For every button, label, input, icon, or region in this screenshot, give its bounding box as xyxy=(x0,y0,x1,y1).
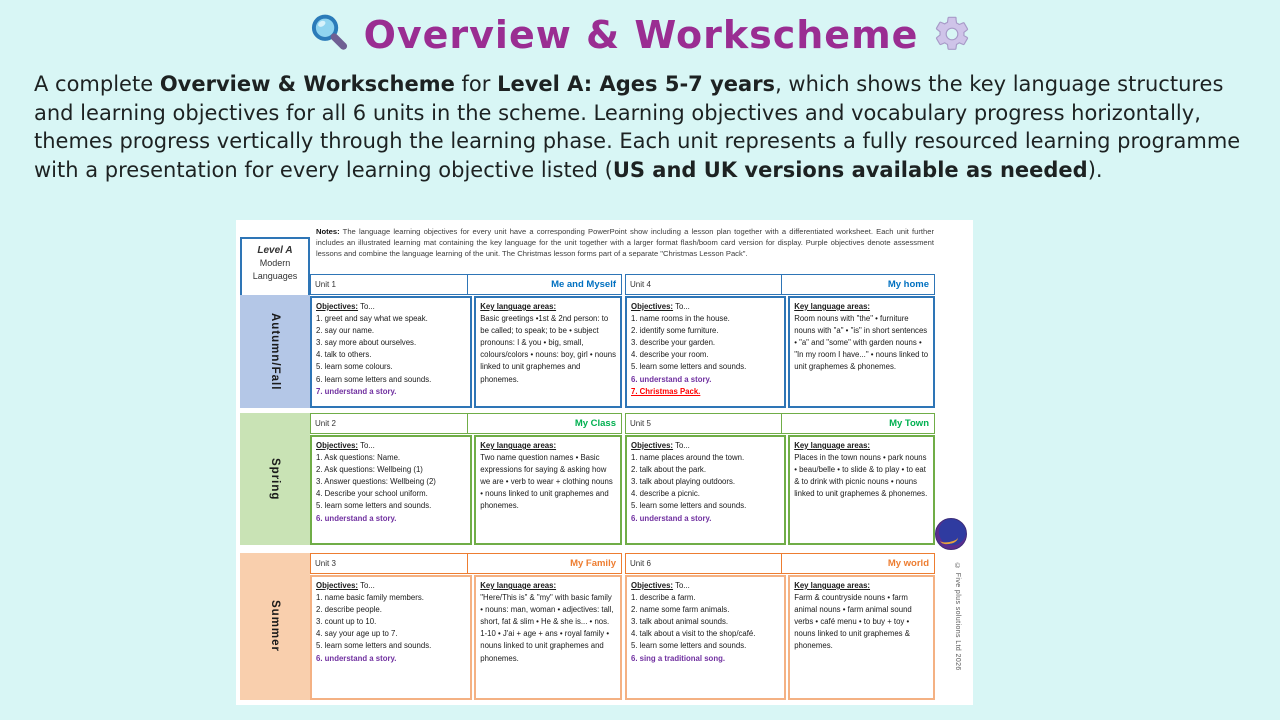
objectives-suffix: To... xyxy=(358,441,375,450)
intro-segment: A complete xyxy=(34,72,160,96)
objective-line: 3. talk about animal sounds. xyxy=(631,617,729,627)
season-band-summer xyxy=(240,553,310,700)
key-language-cell xyxy=(788,575,935,700)
objective-line: 2. identify some furniture. xyxy=(631,326,719,336)
key-language-label: Key language areas: xyxy=(480,581,557,590)
unit-1-block xyxy=(310,274,622,408)
objectives-suffix: To... xyxy=(358,581,375,590)
unit-theme: My Town xyxy=(889,418,929,429)
notes-paragraph xyxy=(316,226,934,259)
workscheme-table xyxy=(236,220,973,705)
objective-line: 3. describe your garden. xyxy=(631,338,716,348)
key-language-text: "Here/This is" & "my" with basic family • nouns: man, woman • adjectives: tall, short, fat & slim • He & she is... • nos. 1-10 • J'ai + age + ans • royal family • nouns linked to unit graphemes and phonemes. xyxy=(480,593,614,663)
objective-line: 6. understand a story. xyxy=(316,653,397,663)
key-language-cell xyxy=(788,296,935,408)
unit-theme: My home xyxy=(887,279,929,290)
season-label: Autumn/Fall xyxy=(269,312,281,391)
objective-line: 4. Describe your school uniform. xyxy=(316,489,428,499)
unit-4-header xyxy=(625,274,935,295)
key-language-label: Key language areas: xyxy=(794,441,871,450)
objective-line: 5. learn some letters and sounds. xyxy=(631,362,747,372)
unit-theme-box xyxy=(467,554,621,573)
objectives-suffix: To... xyxy=(673,441,690,450)
objective-line: 2. name some farm animals. xyxy=(631,605,730,615)
intro-segment: ). xyxy=(1087,157,1103,182)
page-title xyxy=(0,12,1280,63)
objective-line: 5. learn some letters and sounds. xyxy=(316,501,432,511)
objective-line: 2. say our name. xyxy=(316,326,375,336)
objectives-list xyxy=(631,313,780,398)
objective-line: 1. describe a farm. xyxy=(631,593,696,603)
objective-line: 1. Ask questions: Name. xyxy=(316,453,401,463)
objective-line: 4. describe a picnic. xyxy=(631,489,700,499)
unit-5-header xyxy=(625,413,935,434)
notes-label: Notes: xyxy=(316,227,340,236)
unit-theme-box xyxy=(467,275,621,294)
key-language-label: Key language areas: xyxy=(794,302,871,311)
unit-6-header xyxy=(625,553,935,574)
objective-line: 6. understand a story. xyxy=(316,513,397,523)
objective-line: 5. learn some letters and sounds. xyxy=(631,501,747,511)
objective-line: 6. sing a traditional song. xyxy=(631,653,726,663)
season-band-spring xyxy=(240,413,310,545)
key-language-label: Key language areas: xyxy=(794,581,871,590)
objectives-label: Objectives: xyxy=(631,302,674,311)
objective-line: 2. talk about the park. xyxy=(631,465,706,475)
key-language-text: Places in the town nouns • park nouns • beau/belle • to slide & to play • to eat & to drink with picnic nouns • nouns linked to unit graphemes & phonemes. xyxy=(794,453,928,499)
objectives-list xyxy=(316,313,466,398)
unit-theme-box xyxy=(781,414,934,433)
objectives-cell xyxy=(310,435,472,545)
level-subject-line1: Modern xyxy=(259,258,291,268)
objective-line: 2. Ask questions: Wellbeing (1) xyxy=(316,465,423,475)
five-plus-solutions-logo xyxy=(935,518,967,550)
intro-segment: for xyxy=(454,72,498,96)
objective-line: 1. name rooms in the house. xyxy=(631,314,730,324)
objectives-suffix: To... xyxy=(358,302,375,311)
magnifier-icon xyxy=(308,12,350,63)
level-name: Level A xyxy=(257,245,293,256)
objective-line: 3. count up to 10. xyxy=(316,617,377,627)
objective-line: 1. greet and say what we speak. xyxy=(316,314,428,324)
key-language-label: Key language areas: xyxy=(480,302,557,311)
unit-theme-box xyxy=(781,554,934,573)
objective-line: 3. talk about playing outdoors. xyxy=(631,477,736,487)
objectives-list xyxy=(631,592,780,665)
objective-line: 7. Christmas Pack. xyxy=(631,386,701,396)
objective-line: 4. talk to others. xyxy=(316,350,372,360)
key-language-cell xyxy=(474,296,622,408)
objective-line: 6. understand a story. xyxy=(631,374,712,384)
key-language-text: Farm & countryside nouns • farm animal nouns • farm animal sound verbs • café menu • to buy + toy • nouns linked to unit graphemes & phonemes. xyxy=(794,593,912,651)
unit-theme: Me and Myself xyxy=(551,279,616,290)
objectives-label: Objectives: xyxy=(316,441,359,450)
season-row-autumn xyxy=(240,274,935,408)
objective-line: 3. say more about ourselves. xyxy=(316,338,417,348)
objectives-cell xyxy=(310,296,472,408)
unit-3-block xyxy=(310,553,622,700)
objective-line: 1. name basic family members. xyxy=(316,593,424,603)
unit-2-header xyxy=(310,413,622,434)
intro-segment-bold: Level A: Ages 5-7 years xyxy=(497,72,776,96)
objective-line: 6. learn some letters and sounds. xyxy=(316,374,432,384)
objective-line: 1. name places around the town. xyxy=(631,453,745,463)
unit-theme: My Family xyxy=(570,558,616,569)
key-language-cell xyxy=(474,435,622,545)
objectives-cell xyxy=(625,575,786,700)
objective-line: 6. understand a story. xyxy=(631,513,712,523)
objective-line: 2. describe people. xyxy=(316,605,382,615)
unit-1-header xyxy=(310,274,622,295)
key-language-text: Room nouns with "the" • furniture nouns with "a" • "is" in short sentences • "a" and "some" with garden nouns • "In my room I have..." • nouns linked to unit graphemes & phonemes. xyxy=(794,314,929,372)
unit-4-block xyxy=(625,274,935,408)
unit-number: Unit 3 xyxy=(315,559,336,568)
key-language-cell xyxy=(788,435,935,545)
objectives-list xyxy=(631,452,780,525)
objective-line: 4. describe your room. xyxy=(631,350,709,360)
unit-number: Unit 4 xyxy=(630,280,651,289)
unit-number: Unit 6 xyxy=(630,559,651,568)
objectives-suffix: To... xyxy=(673,581,690,590)
unit-theme-box xyxy=(467,414,621,433)
objectives-label: Objectives: xyxy=(631,441,674,450)
page-title-text: Overview & Workscheme xyxy=(363,13,919,57)
unit-6-block xyxy=(625,553,935,700)
objectives-label: Objectives: xyxy=(316,302,359,311)
objective-line: 5. learn some letters and sounds. xyxy=(631,641,747,651)
key-language-text: Two name question names • Basic expressions for saying & asking how we are • verb to wear + clothing nouns • nouns linked to unit graphemes and phonemes. xyxy=(480,453,613,511)
objectives-cell xyxy=(625,296,786,408)
objective-line: 3. Answer questions: Wellbeing (2) xyxy=(316,477,436,487)
key-language-label: Key language areas: xyxy=(480,441,557,450)
unit-5-block xyxy=(625,413,935,545)
season-label: Summer xyxy=(269,600,281,653)
season-row-spring xyxy=(240,413,935,545)
unit-2-block xyxy=(310,413,622,545)
unit-theme-box xyxy=(781,275,934,294)
unit-theme: My Class xyxy=(574,418,616,429)
objectives-cell xyxy=(625,435,786,545)
key-language-text: Basic greetings •1st & 2nd person: to be called; to speak; to be • subject pronouns: I & you • big, small, colours/colors • nouns: boy, girl • nouns linked to unit graphemes and phonemes. xyxy=(480,314,616,384)
unit-theme: My world xyxy=(887,558,929,569)
objective-line: 4. say your age up to 7. xyxy=(316,629,398,639)
objectives-cell xyxy=(310,575,472,700)
objectives-suffix: To... xyxy=(673,302,690,311)
intro-paragraph xyxy=(34,70,1250,184)
season-row-summer xyxy=(240,553,935,700)
gear-icon xyxy=(932,14,972,63)
objective-line: 4. talk about a visit to the shop/café. xyxy=(631,629,756,639)
objective-line: 7. understand a story. xyxy=(316,386,397,396)
unit-number: Unit 2 xyxy=(315,419,336,428)
key-language-cell xyxy=(474,575,622,700)
notes-text: The language learning objectives for every unit have a corresponding PowerPoint show including a lesson plan together with a differentiated worksheet. Each unit further includes an illustrated learning mat containing the key language for the unit together with a larger format flash/boom card version for display. Purple objectives denote assessment lessons and combine the language learning of the unit. The Christmas lesson forms part of a separate "Christmas Lesson Pack". xyxy=(316,227,934,258)
intro-segment-bold: Overview & Workscheme xyxy=(159,72,455,96)
unit-number: Unit 1 xyxy=(315,280,336,289)
objectives-label: Objectives: xyxy=(316,581,359,590)
copyright-text: © Five plus solutions Ltd 2026 xyxy=(954,563,961,671)
season-band-autumn xyxy=(240,295,310,408)
intro-segment-bold: US and UK versions available as needed xyxy=(612,157,1088,182)
objectives-label: Objectives: xyxy=(631,581,674,590)
objectives-list xyxy=(316,452,466,525)
objective-line: 5. learn some letters and sounds. xyxy=(316,641,432,651)
intro-segment: , which shows the key language structures and learning objectives for all 6 units in the scheme. Learning objectives and vocabulary progress horizontally, themes progress vertically through the learning phase. Each unit represents a fully resourced learning programme with a presentation for every learning objective listed ( xyxy=(34,72,1241,182)
season-label: Spring xyxy=(269,457,281,501)
level-subject-line2: Languages xyxy=(252,271,298,281)
objectives-list xyxy=(316,592,466,665)
objective-line: 5. learn some colours. xyxy=(316,362,393,372)
unit-number: Unit 5 xyxy=(630,419,651,428)
unit-3-header xyxy=(310,553,622,574)
